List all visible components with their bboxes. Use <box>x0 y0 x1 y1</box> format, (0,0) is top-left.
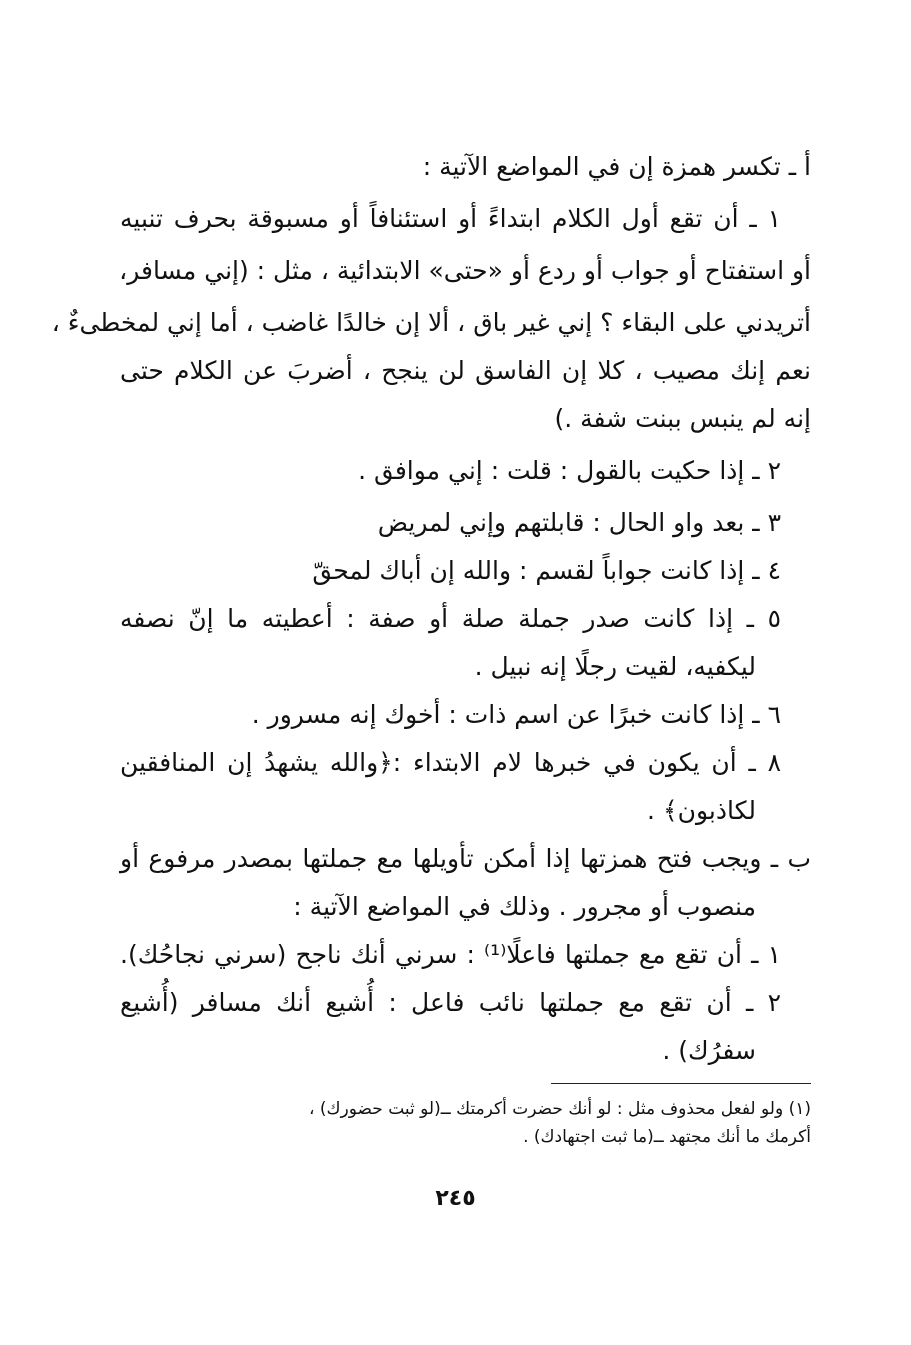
text-line: ٥ ـ إذا كانت صدر جملة صلة أو صفة : أعطيته ما إنّ نصفه <box>120 604 781 633</box>
text-line: ٢ ـ أن تقع مع جملتها نائب فاعل : أُشيع أنك مسافر (أُشيع <box>120 988 781 1017</box>
text-line: ٤ ـ إذا كانت جواباً لقسم : والله إن أباك لمحقّ <box>312 556 781 585</box>
text-line: ٨ ـ أن يكون في خبرها لام الابتداء :﴿والله يشهدُ إن المنافقين <box>120 748 781 777</box>
text-line: أتريدني على البقاء ؟ إني غير باق ، ألا إن خالدًا غاضب ، أما إني لمخطىءٌ ، <box>51 308 811 337</box>
text-line: نعم إنك مصيب ، كلا إن الفاسق لن ينجح ، أضربَ عن الكلام حتى <box>120 356 811 385</box>
text-line: ٢ ـ إذا حكيت بالقول : قلت : إني موافق . <box>358 456 781 485</box>
section-a-heading: أ ـ تكسر همزة إن في المواضع الآتية : <box>422 152 811 181</box>
text-line: منصوب أو مجرور . وذلك في المواضع الآتية : <box>293 892 756 921</box>
page-number: ٢٤٥ <box>435 1186 476 1211</box>
text-line: أو استفتاح أو جواب أو ردع أو «حتى» الابتدائية ، مثل : (إني مسافر، <box>119 256 811 285</box>
footnote-line: (١) ولو لفعل محذوف مثل : لو أنك حضرت أكرمتك ــ(لو ثبت حضورك) ، <box>309 1099 811 1119</box>
text-line: لكاذبون﴾ . <box>647 796 756 825</box>
text-line: إنه لم ينبس ببنت شفة .) <box>554 404 811 433</box>
text-line: سفرُك) . <box>662 1036 756 1065</box>
text-line: ليكفيه، لقيت رجلًا إنه نبيل . <box>474 652 756 681</box>
footnote-divider <box>551 1083 811 1084</box>
text-line: ٣ ـ بعد واو الحال : قابلتهم وإني لمريض <box>377 508 781 537</box>
section-b-heading: ب ـ ويجب فتح همزتها إذا أمكن تأويلها مع جملتها بمصدر مرفوع أو <box>120 844 811 873</box>
text-line: ١ ـ أن تقع أول الكلام ابتداءً أو استئنافاً أو مسبوقة بحرف تنبيه <box>120 204 781 233</box>
footnote-line: أكرمك ما أنك مجتهد ــ(ما ثبت اجتهادك) . <box>523 1127 811 1147</box>
text-line: ١ ـ أن تقع مع جملتها فاعلًا⁽¹⁾ : سرني أنك ناجح (سرني نجاحُك). <box>120 940 781 969</box>
text-line: ٦ ـ إذا كانت خبرًا عن اسم ذات : أخوك إنه مسرور . <box>251 700 781 729</box>
